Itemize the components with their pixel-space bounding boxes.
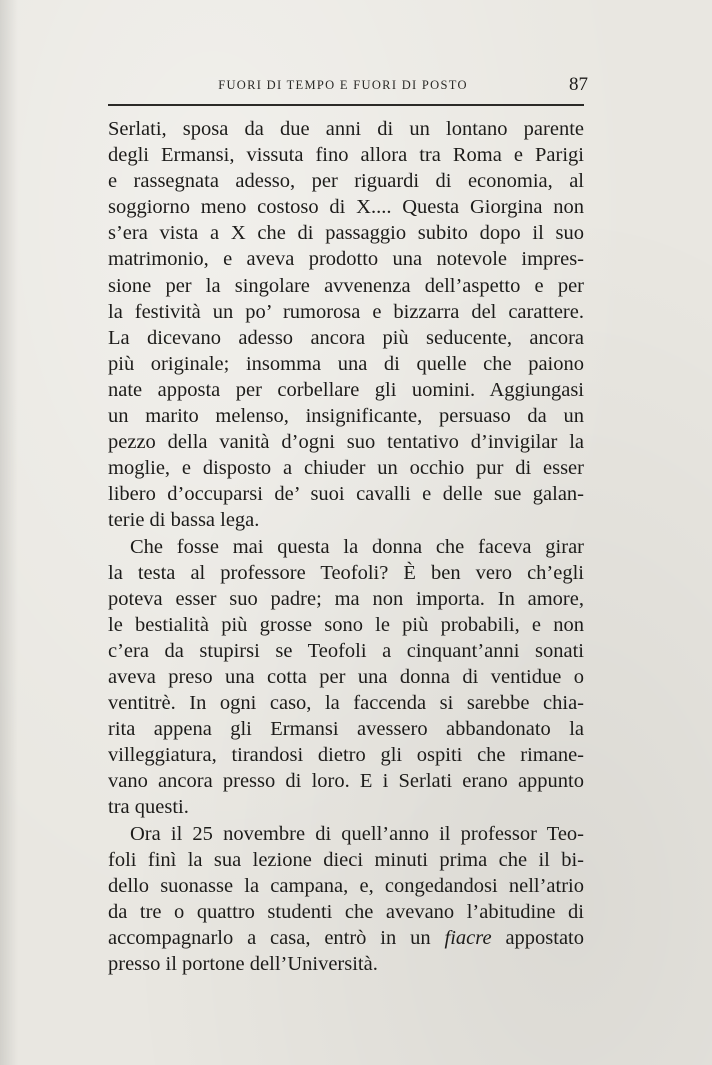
text-line: la testa al professore Teofoli? È ben vero ch’egli <box>108 561 584 584</box>
text-line: dello suonasse la campana, e, congedandosi nell’atrio <box>108 874 584 897</box>
text-line: sione per la singolare avvenenza dell’aspetto e per <box>108 274 584 297</box>
text-line: nate apposta per corbellare gli uomini. Aggiungasi <box>108 378 584 401</box>
text-line: libero d’occuparsi de’ suoi cavalli e delle sue galan- <box>108 483 584 506</box>
text-line: la festività un po’ rumorosa e bizzarra del carattere. <box>108 300 584 323</box>
text-line: foli finì la sua lezione dieci minuti prima che il bi- <box>108 848 584 871</box>
text-line: un marito melenso, insignificante, persuaso da un <box>108 405 584 428</box>
text-line: Che fosse mai questa la donna che faceva girar <box>130 535 584 558</box>
text-line: da tre o quattro studenti che avevano l’abitudine di <box>108 900 584 923</box>
text-line: matrimonio, e aveva prodotto una notevole impres- <box>108 248 584 271</box>
page-number: 87 <box>569 74 588 95</box>
text-line: ventitrè. In ogni caso, la faccenda si sarebbe chia- <box>108 692 584 715</box>
text-line: moglie, e disposto a chiuder un occhio pur di esser <box>108 457 584 480</box>
text-line: più originale; insomma una di quelle che paiono <box>108 352 584 375</box>
page-header <box>108 74 588 98</box>
text-line: rita appena gli Ermansi avessero abbandonato la <box>108 718 584 741</box>
text-segment: appostato <box>505 926 585 949</box>
text-line: tra questi. <box>108 796 189 819</box>
text-line: Ora il 25 novembre di quell’anno il professor Teo- <box>130 822 584 845</box>
body-text <box>108 116 584 977</box>
italic-word: fiacre <box>444 926 492 949</box>
text-line: pezzo della vanità d’ogni suo tentativo d’invigilar la <box>108 431 584 454</box>
text-line: villeggiatura, tirandosi dietro gli ospiti che rimane- <box>108 744 584 767</box>
header-rule <box>108 104 584 106</box>
text-line: aveva preso una cotta per una donna di ventidue o <box>108 665 584 688</box>
text-line: s’era vista a X che di passaggio subito dopo il suo <box>108 222 584 245</box>
text-line: le bestialità più grosse sono le più probabili, e non <box>108 613 584 636</box>
running-title: FUORI DI TEMPO E FUORI DI POSTO <box>218 78 468 92</box>
text-line: vano ancora presso di loro. E i Serlati erano appunto <box>108 770 584 793</box>
text-line: degli Ermansi, vissuta fino allora tra Roma e Parigi <box>108 144 584 167</box>
text-line: poteva esser suo padre; ma non importa. In amore, <box>108 587 584 610</box>
text-line: c’era da stupirsi se Teofoli a cinquant’anni sonati <box>108 639 584 662</box>
text-line: La dicevano adesso ancora più seducente, ancora <box>108 326 584 349</box>
text-line-with-italic <box>108 925 584 951</box>
text-line: soggiorno meno costoso di X.... Questa Giorgina non <box>108 196 584 219</box>
text-line: Serlati, sposa da due anni di un lontano parente <box>108 118 584 140</box>
binding-shadow <box>0 0 18 1065</box>
text-segment: accompagnarlo a casa, entrò in un <box>108 926 431 949</box>
text-line: terie di bassa lega. <box>108 509 260 532</box>
text-line: e rassegnata adesso, per riguardi di economia, al <box>108 170 584 193</box>
text-line: presso il portone dell’Università. <box>108 953 378 975</box>
